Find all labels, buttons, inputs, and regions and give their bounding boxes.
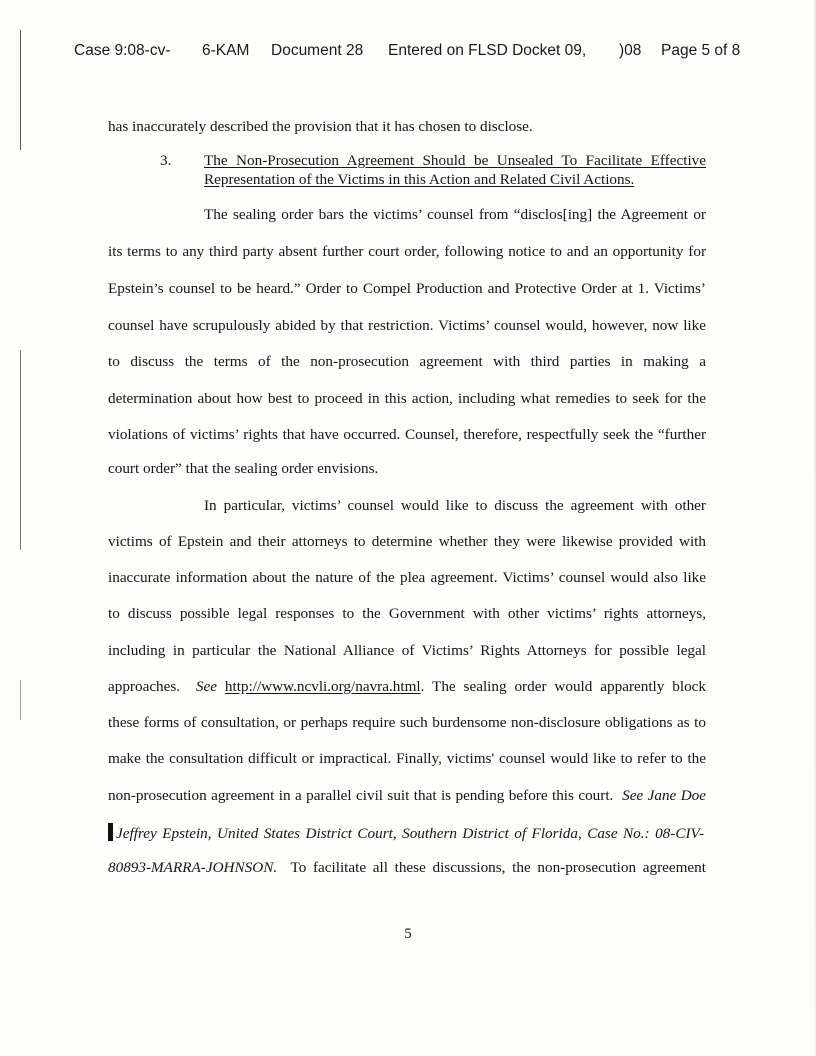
- body-line: [108, 787, 706, 805]
- navra-link[interactable]: http://www.ncvli.org/navra.html: [224, 678, 421, 695]
- body-line: to discuss possible legal responses to the Government with other victims’ rights attorneys,: [108, 605, 706, 622]
- heading-number: 3.: [160, 152, 172, 169]
- case-citation: Jeffrey Epstein, United States District Court, Southern District of Florida, Case No.: 08-CIV-: [116, 825, 704, 842]
- redaction-mark: [108, 823, 113, 841]
- body-line: [108, 859, 706, 877]
- page-number: 5: [404, 926, 412, 942]
- header-entered: Entered on FLSD Docket 09,: [388, 42, 587, 59]
- body-line: The sealing order bars the victims’ counsel from “disclos[ing] the Agreement or: [204, 206, 706, 223]
- body-line: inaccurate information about the nature of the plea agreement. Victims’ counsel would also like: [108, 569, 706, 586]
- body-line: its terms to any third party absent further court order, following notice to and an opportunity for: [108, 243, 706, 260]
- scan-edge-mark: [20, 680, 21, 720]
- body-line: these forms of consultation, or perhaps require such burdensome non-disclosure obligations as to: [108, 714, 706, 731]
- body-line: court order” that the sealing order envisions.: [108, 460, 379, 477]
- body-line: determination about how best to proceed in this action, including what remedies to seek for the: [108, 390, 706, 407]
- body-line: [108, 823, 706, 843]
- header-page: Page 5 of 8: [661, 42, 741, 59]
- body-line: In particular, victims’ counsel would like to discuss the agreement with other: [204, 497, 706, 514]
- text-fragment: . The sealing order would apparently block: [420, 678, 707, 695]
- header-entered-suffix: )08: [619, 42, 642, 59]
- body-line: including in particular the National Alliance of Victims’ Rights Attorneys for possible legal: [108, 642, 706, 659]
- text-fragment: non-prosecution agreement in a parallel civil suit that is pending before this court.: [108, 787, 614, 804]
- body-line: violations of victims’ rights that have occurred. Counsel, therefore, respectfully seek the “further: [108, 426, 706, 443]
- body-line: has inaccurately described the provision that it has chosen to disclose.: [108, 118, 533, 135]
- text-fragment: approaches.: [108, 678, 181, 695]
- case-citation: 80893-MARRA-JOHNSON.: [108, 859, 278, 876]
- body-line: Epstein’s counsel to be heard.” Order to Compel Production and Protective Order at 1. Victims’: [108, 280, 706, 297]
- header-case-suffix: 6-KAM: [202, 42, 250, 59]
- body-line: counsel have scrupulously abided by that restriction. Victims’ counsel would, however, now like: [108, 317, 706, 334]
- docket-header: [0, 42, 816, 64]
- text-fragment: To facilitate all these discussions, the non-prosecution agreement: [290, 859, 706, 876]
- citation-signal: See: [195, 678, 217, 695]
- body-line: [108, 678, 706, 696]
- body-line: make the consultation difficult or impractical. Finally, victims' counsel would like to refer to the: [108, 750, 706, 767]
- header-document: Document 28: [271, 42, 364, 59]
- heading-line: Representation of the Victims in this Action and Related Civil Actions.: [204, 171, 635, 188]
- body-line: to discuss the terms of the non-prosecution agreement with third parties in making a: [108, 353, 706, 370]
- heading-line: The Non-Prosecution Agreement Should be Unsealed To Facilitate Effective: [204, 152, 706, 169]
- scan-edge-mark: [20, 350, 21, 550]
- header-case: Case 9:08-cv-: [74, 42, 171, 59]
- case-citation: See Jane Doe: [622, 787, 707, 804]
- body-line: victims of Epstein and their attorneys to determine whether they were likewise provided with: [108, 533, 706, 550]
